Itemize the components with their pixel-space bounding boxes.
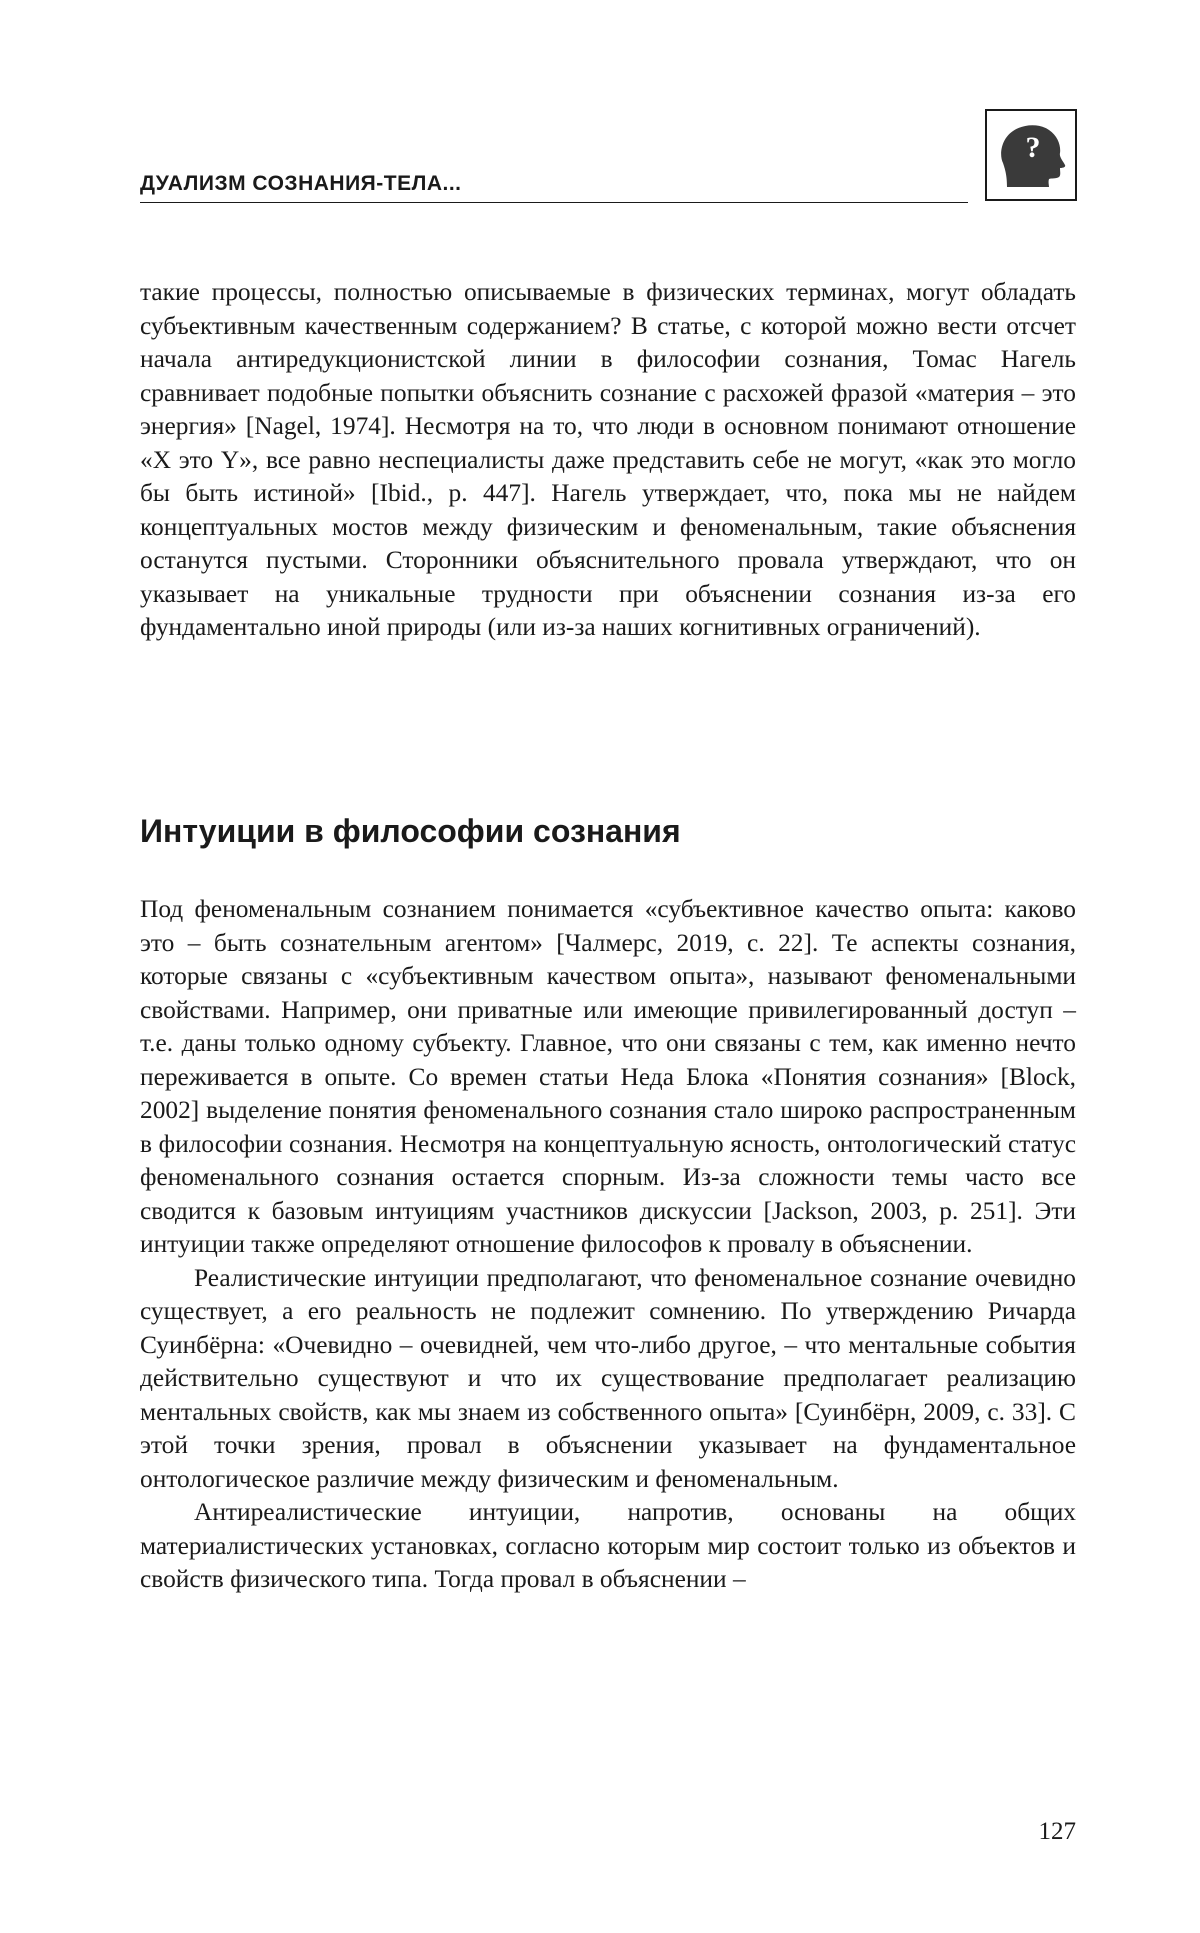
page-number: 127 xyxy=(1038,1818,1076,1845)
head-question-icon xyxy=(985,109,1077,201)
section-title: Интуиции в философии сознания xyxy=(140,813,681,849)
running-head-title: ДУАЛИЗМ СОЗНАНИЯ-ТЕЛА... xyxy=(140,172,462,195)
paragraph: Антиреалистические интуиции, напротив, основаны на общих материалистических установках, согласно которым мир состоит только из объектов и свойств физического типа. Тогда провал в объяснении – xyxy=(140,1498,1076,1593)
paragraph: Реалистические интуиции предполагают, что феноменальное сознание очевидно существует, а его реальность не подлежит сомнению. По утверждению Ричарда Суинбёрна: «Очевидно – очевидней, чем что-либо другое, – что ментальные события действительно существуют и что их существование предполагает реализацию ментальных свойств, как мы знаем из собственного опыта» [Суинбёрн, 2009, с. 33]. С этой точки зрения, провал в объяснении указывает на фундаментальное онтологическое различие между физическим и феноменальным. xyxy=(140,1263,1076,1493)
svg-text:?: ? xyxy=(1025,131,1041,164)
running-head xyxy=(140,166,968,203)
body-text-top xyxy=(140,276,1076,645)
paragraph: Под феноменальным сознанием понимается «субъективное качество опыта: каково это – быть сознательным агентом» [Чалмерс, 2019, с. 22]. Те аспекты сознания, которые связаны с «субъективным качеством опыта», называют феноменальными свойствами. Например, они приватные или имеющие привилегированный доступ – т.е. даны только одному субъекту. Главное, что они связаны с тем, как именно нечто переживается в опыте. Со времен статьи Неда Блока «Понятия сознания» [Block, 2002] выделение понятия феноменального сознания стало широко распространенным в философии сознания. Несмотря на концептуальную ясность, онтологический статус феноменального сознания остается спорным. Из-за сложности темы часто все сводится к базовым интуициям участников дискуссии [Jackson, 2003, p. 251]. Эти интуиции также определяют отношение философов к провалу в объяснении. xyxy=(140,895,1076,1258)
section-body xyxy=(140,893,1076,1597)
paragraph: такие процессы, полностью описываемые в физических терминах, могут обладать субъективным качественным содержанием? В статье, с которой можно вести отсчет начала антиредукционистской линии в философии сознания, Томас Нагель сравнивает подобные попытки объяснить сознание с расхожей фразой «материя – это энергия» [Nagel, 1974]. Несмотря на то, что люди в основном понимают отношение «X это Y», все равно неспециалисты даже представить себе не могут, «как это могло бы быть истиной» [Ibid., p. 447]. Нагель утверждает, что, пока мы не найдем концептуальных мостов между физическим и феноменальным, такие объяснения останутся пустыми. Сторонники объяснительного провала утверждают, что он указывает на уникальные трудности при объяснении сознания из-за его фундаментально иной природы (или из-за наших когнитивных ограничений). xyxy=(140,278,1076,641)
